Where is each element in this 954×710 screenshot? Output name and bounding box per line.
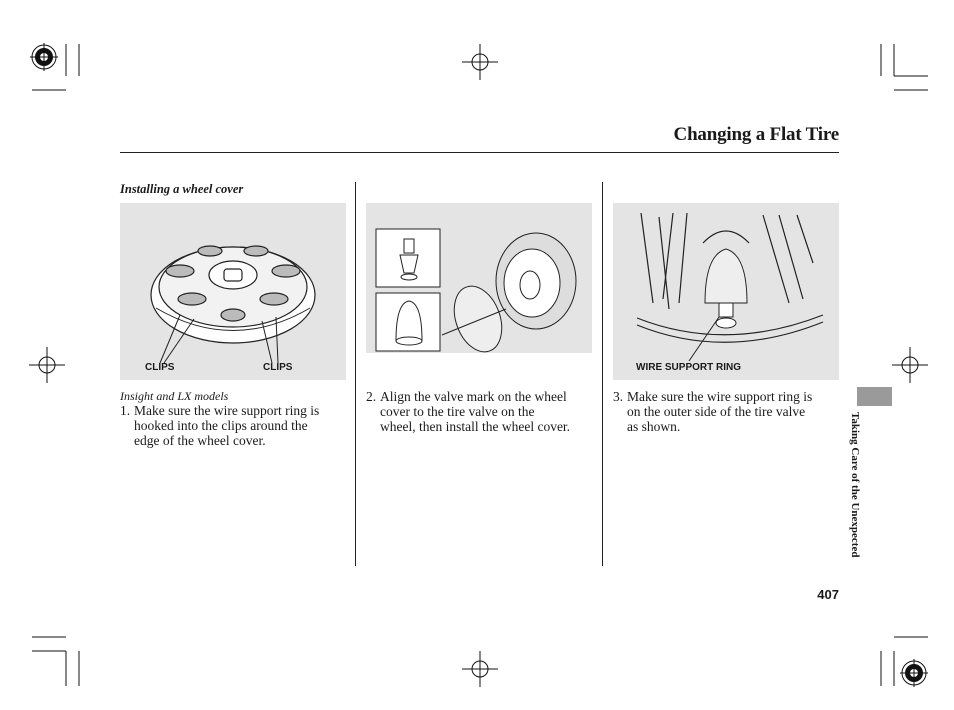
sidebar-section-title [848,412,862,582]
step-2 [366,389,600,439]
step-3-line-2: on the outer side of the tire valve [627,404,806,419]
column-divider-2 [602,182,603,566]
page-number: 407 [817,587,839,602]
step-1-number: 1. [120,403,131,418]
wheel-cover-drawing [120,203,346,380]
step-2-line-2: cover to the tire valve on the [380,404,535,419]
wire-support-ring-drawing [613,203,839,380]
step-3-line-3: as shown. [627,419,681,434]
wire-support-ring-label: WIRE SUPPORT RING [636,362,742,373]
clips-label-right: CLIPS [263,362,293,373]
section-caption: Installing a wheel cover [120,182,244,196]
clips-label-left: CLIPS [145,362,175,373]
step-1-line-3: edge of the wheel cover. [134,433,266,448]
sidebar-section-title-text: Taking Care of the Unexpected [849,412,861,558]
valve-alignment-drawing [366,203,592,353]
step-3-line-1: Make sure the wire support ring is [627,389,813,404]
step-3 [613,389,843,439]
wheel-cover-illustration [120,203,346,380]
step-3-number: 3. [613,389,624,404]
column-divider-1 [355,182,356,566]
step-2-number: 2. [366,389,377,404]
step-1-line-1: Make sure the wire support ring is [134,403,320,418]
step-2-line-3: wheel, then install the wheel cover. [380,419,571,434]
wire-support-ring-illustration [613,203,839,380]
section-tab [857,387,892,406]
step-1 [120,403,350,453]
page-title: Changing a Flat Tire [673,124,839,145]
models-note: Insight and LX models [120,389,229,403]
step-2-line-1: Align the valve mark on the wheel [380,389,567,404]
valve-alignment-illustration [366,203,592,353]
title-rule [120,152,839,153]
step-1-line-2: hooked into the clips around the [134,418,308,433]
